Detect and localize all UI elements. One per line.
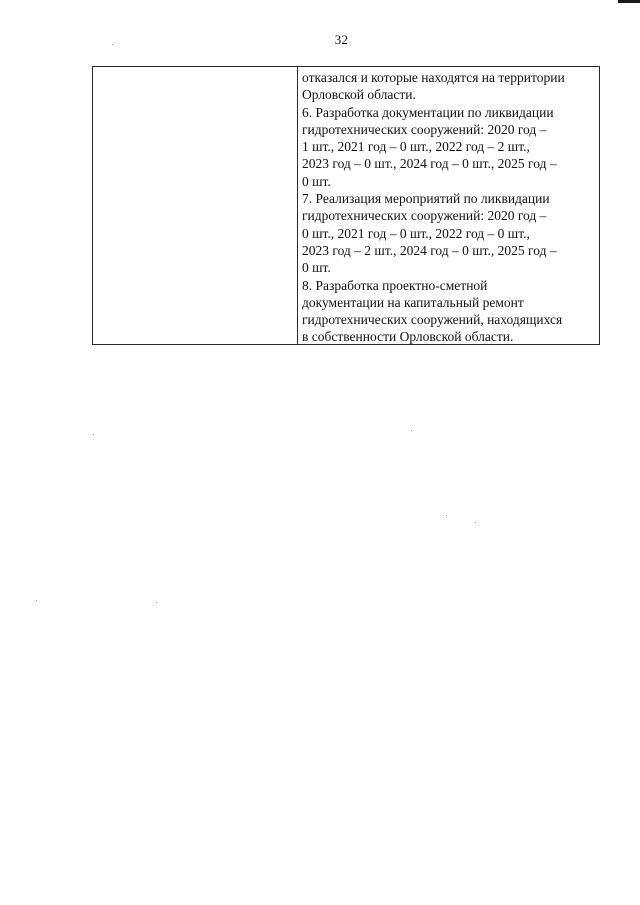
table-text-line: 6. Разработка документации по ликвидации: [302, 104, 554, 120]
table-text-line: гидротехнических сооружений, находящихся: [302, 312, 563, 328]
table-text-line: документации на капитальный ремонт: [302, 294, 524, 310]
table-text-line: 2023 год – 2 шт., 2024 год – 0 шт., 2025 год –: [302, 242, 557, 258]
table-text-line: 7. Реализация мероприятий по ликвидации: [302, 191, 550, 207]
scan-corner-mark: [618, 0, 640, 3]
scan-speck: [411, 430, 412, 431]
table-text-line: отказался и которые находятся на территории: [302, 70, 565, 85]
scan-speck: [446, 515, 447, 516]
scan-speck: [36, 600, 37, 601]
table-text-line: 0 шт.: [302, 260, 331, 276]
table-left-cell: [93, 67, 298, 344]
table-right-cell: [298, 67, 599, 344]
document-table: [92, 66, 600, 345]
table-text-line: Орловской области.: [302, 87, 416, 103]
page-number: 32: [334, 32, 349, 47]
table-text-line: гидротехнических сооружений: 2020 год –: [302, 121, 547, 137]
table-text-line: 1 шт., 2021 год – 0 шт., 2022 год – 2 шт.,: [302, 139, 530, 155]
scan-speck: [475, 522, 476, 523]
table-text-line: гидротехнических сооружений: 2020 год –: [302, 208, 547, 224]
table-text-line: в собственности Орловской области.: [302, 329, 514, 345]
table-text-line: 2023 год – 0 шт., 2024 год – 0 шт., 2025 год –: [302, 156, 557, 172]
table-text-line: 0 шт.: [302, 173, 331, 189]
table-text-line: 8. Разработка проектно-сметной: [302, 277, 488, 293]
table-text-line: 0 шт., 2021 год – 0 шт., 2022 год – 0 шт.,: [302, 225, 530, 241]
scan-speck: [156, 602, 157, 603]
scan-speck: [112, 44, 113, 45]
scan-speck: [93, 434, 94, 435]
